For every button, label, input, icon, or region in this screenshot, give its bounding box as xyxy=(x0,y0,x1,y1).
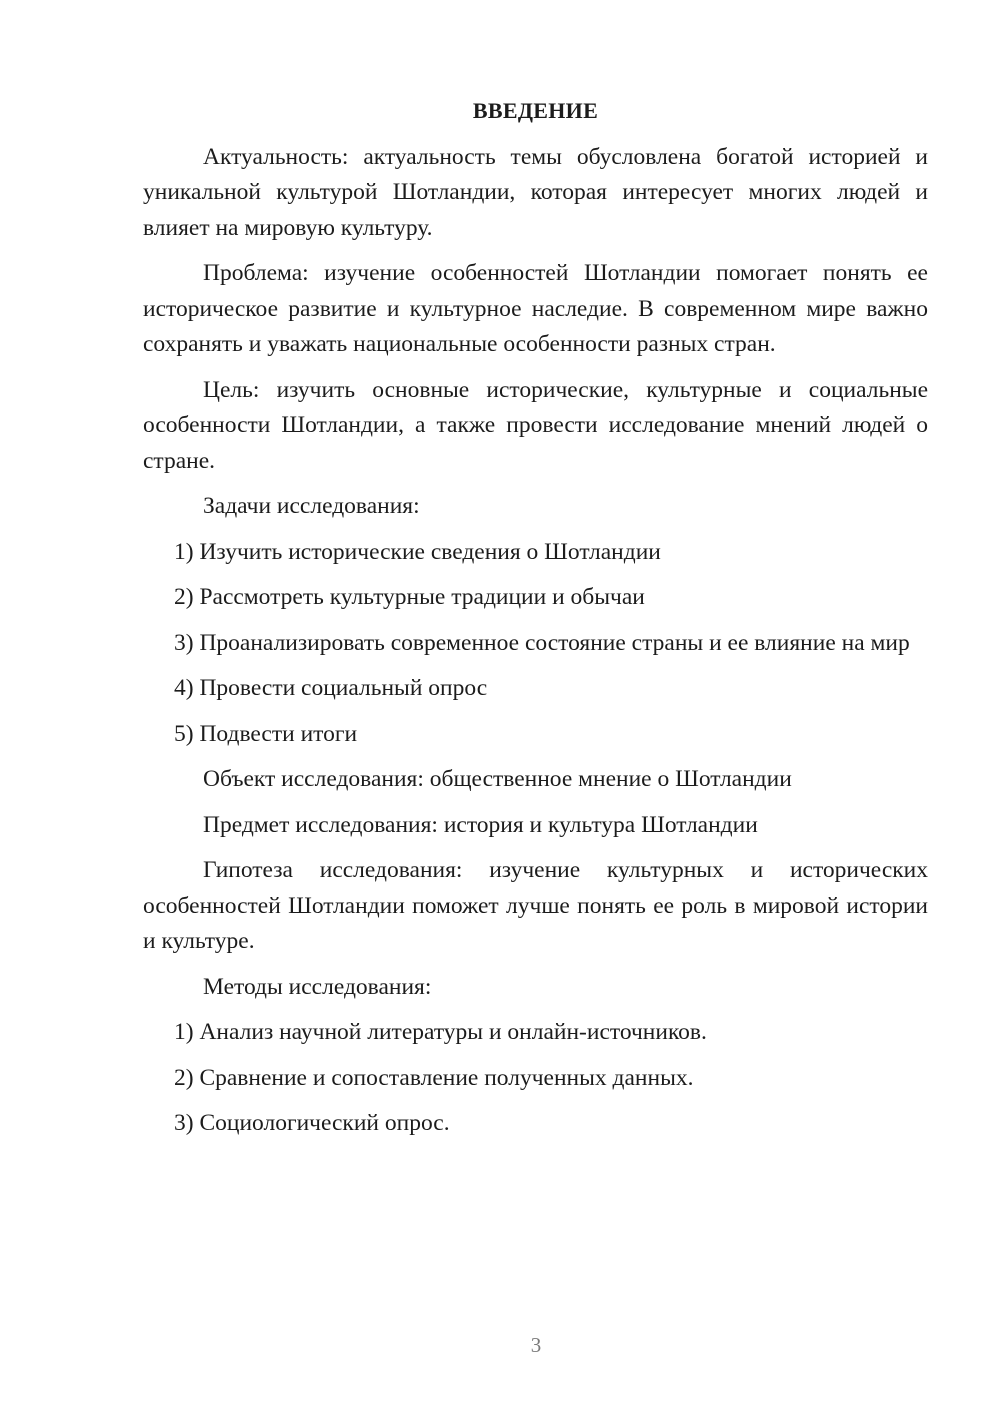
task-item: 3) Проанализировать современное состояние страны и ее влияние на мир xyxy=(174,629,910,656)
tasks-title: Задачи исследования: xyxy=(203,493,420,519)
task-item: 1) Изучить исторические сведения о Шотландии xyxy=(174,538,661,565)
method-item: 3) Социологический опрос. xyxy=(174,1110,450,1136)
relevance-paragraph: Актуальность: актуальность темы обусловлена богатой историей и уникальной культурой Шотландии, которая интересует многих людей и влияет на мировую культуру. xyxy=(143,143,928,241)
methods-title: Методы исследования: xyxy=(203,973,432,1000)
problem-paragraph: Проблема: изучение особенностей Шотландии помогает понять ее историческое развитие и культурное наследие. В современном мире важно сохранять и уважать национальные особенности разных стран. xyxy=(143,260,928,357)
object-paragraph: Объект исследования: общественное мнение о Шотландии xyxy=(203,766,792,792)
goal-paragraph: Цель: изучить основные исторические, культурные и социальные особенности Шотландии, а также провести исследование мнений людей о стране. xyxy=(143,376,928,474)
page-number: 3 xyxy=(530,1333,542,1357)
page-body xyxy=(143,93,928,1152)
hypothesis-paragraph: Гипотеза исследования: изучение культурных и исторических особенностей Шотландии поможет лучше понять ее роль в мировой истории и культуре. xyxy=(143,857,928,954)
task-item: 5) Подвести итоги xyxy=(174,720,358,747)
task-item: 2) Рассмотреть культурные традиции и обычаи xyxy=(174,584,645,610)
task-item: 4) Провести социальный опрос xyxy=(174,675,488,701)
method-item: 2) Сравнение и сопоставление полученных данных. xyxy=(174,1064,694,1091)
method-item: 1) Анализ научной литературы и онлайн-источников. xyxy=(174,1019,707,1045)
section-heading: ВВЕДЕНИЕ xyxy=(472,98,599,123)
subject-paragraph: Предмет исследования: история и культура Шотландии xyxy=(203,811,758,838)
